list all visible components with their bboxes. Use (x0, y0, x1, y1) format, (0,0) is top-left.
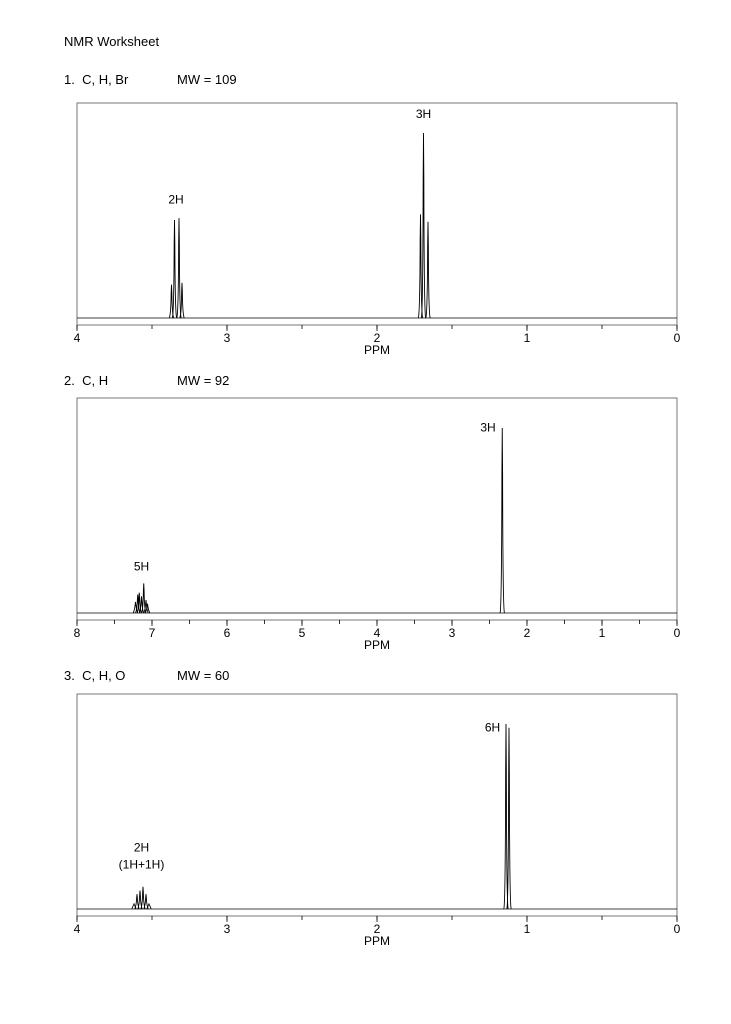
x-tick-label: 3 (223, 922, 231, 936)
x-tick-label: 6 (223, 626, 231, 640)
integration-label: 6H (484, 720, 501, 735)
x-tick-label: 4 (73, 922, 81, 936)
x-axis-label: PPM (363, 343, 391, 357)
spectrum-peak (421, 133, 425, 318)
molecular-formula: C, H, O (82, 668, 126, 683)
problem-number: 3. (64, 668, 75, 683)
x-axis-label: PPM (363, 638, 391, 652)
plot-frame (77, 103, 677, 325)
nmr-spectrum-2 (0, 395, 731, 660)
x-tick-label: 1 (598, 626, 606, 640)
integration-label: 3H (480, 420, 496, 435)
spectrum-peak (177, 218, 181, 318)
molecular-weight: MW = 92 (177, 373, 230, 388)
x-tick-label: 5 (298, 626, 306, 640)
x-tick-label: 0 (673, 626, 681, 640)
integration-label: (1H+1H) (118, 857, 165, 872)
molecular-formula: C, H, Br (82, 72, 129, 87)
spectrum-peak (500, 428, 504, 613)
nmr-spectrum-3 (0, 691, 731, 956)
problem-3-heading (64, 668, 230, 683)
x-tick-label: 0 (673, 331, 681, 345)
x-tick-label: 4 (73, 331, 81, 345)
problem-number: 1. (64, 72, 75, 87)
x-tick-label: 1 (523, 922, 531, 936)
molecular-weight: MW = 109 (177, 72, 237, 87)
x-tick-label: 2 (523, 626, 531, 640)
x-tick-label: 2 (373, 922, 381, 936)
plot-frame (77, 694, 677, 916)
x-tick-label: 2 (373, 331, 381, 345)
x-tick-label: 3 (448, 626, 456, 640)
spectrum-peak (172, 220, 176, 318)
integration-label: 5H (133, 559, 150, 574)
problem-2-heading (64, 373, 230, 388)
integration-label: 2H (133, 840, 150, 855)
integration-label: 3H (415, 107, 432, 122)
x-tick-label: 4 (373, 626, 381, 640)
page-title: NMR Worksheet (64, 34, 160, 49)
x-tick-label: 3 (223, 331, 231, 345)
problem-1-heading (64, 72, 237, 87)
x-tick-label: 8 (73, 626, 81, 640)
spectrum-peak (426, 222, 430, 318)
x-tick-label: 7 (148, 626, 156, 640)
x-tick-label: 0 (673, 922, 681, 936)
plot-frame (77, 398, 677, 620)
integration-label: 2H (168, 192, 184, 207)
x-axis-label: PPM (363, 934, 391, 948)
x-tick-label: 1 (523, 331, 531, 345)
molecular-formula: C, H (82, 373, 109, 388)
nmr-spectrum-1 (0, 100, 731, 365)
molecular-weight: MW = 60 (177, 668, 230, 683)
problem-number: 2. (64, 373, 75, 388)
